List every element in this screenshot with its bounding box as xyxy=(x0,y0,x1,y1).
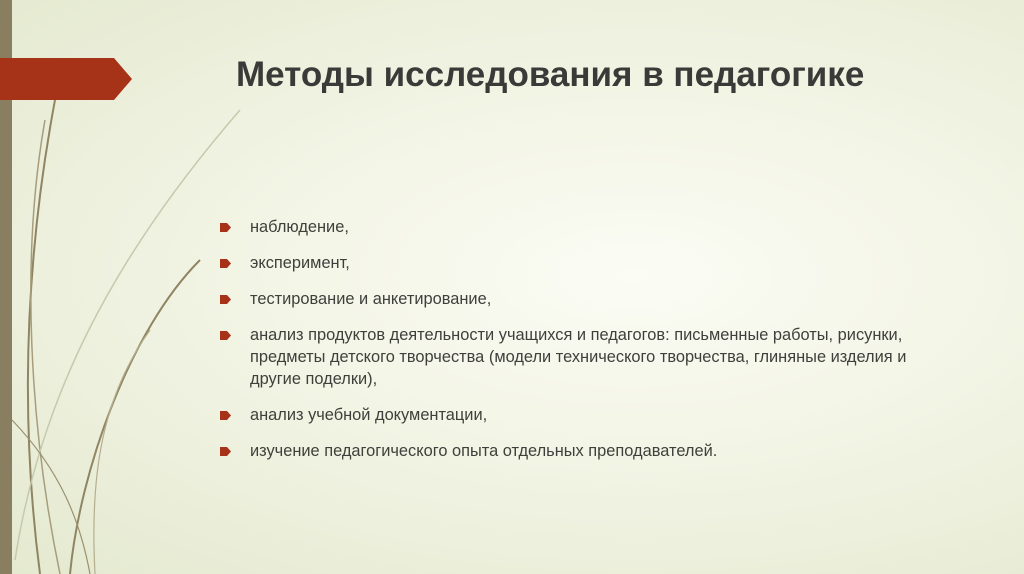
arrow-right-icon xyxy=(220,447,231,456)
arrow-right-icon xyxy=(220,331,231,340)
arrow-right-icon xyxy=(220,259,231,268)
bullet-item-documentation xyxy=(220,404,960,426)
bullet-text: тестирование и анкетирование, xyxy=(250,290,492,308)
bullet-list xyxy=(220,216,960,476)
arrow-right-icon xyxy=(220,295,231,304)
bullet-item-observation xyxy=(220,216,960,238)
bullet-item-experiment xyxy=(220,252,960,274)
title-accent-tab xyxy=(0,58,132,100)
bullet-text: изучение педагогического опыта отдельных преподавателей. xyxy=(250,442,718,460)
bullet-item-product-analysis xyxy=(220,324,960,390)
bullet-text: наблюдение, xyxy=(250,218,349,236)
arrow-right-icon xyxy=(220,223,231,232)
bullet-item-testing xyxy=(220,288,960,310)
arrow-right-icon xyxy=(220,411,231,420)
bullet-text: эксперимент, xyxy=(250,254,350,272)
bullet-text: анализ продуктов деятельности учащихся и педагогов: письменные работы, рисунки, предметы детского творчества (модели технического творчества, глиняные изделия и другие поделки), xyxy=(250,326,907,388)
slide-title: Методы исследования в педагогике xyxy=(236,55,865,94)
bullet-item-experience-study xyxy=(220,440,960,462)
bullet-text: анализ учебной документации, xyxy=(250,406,488,424)
